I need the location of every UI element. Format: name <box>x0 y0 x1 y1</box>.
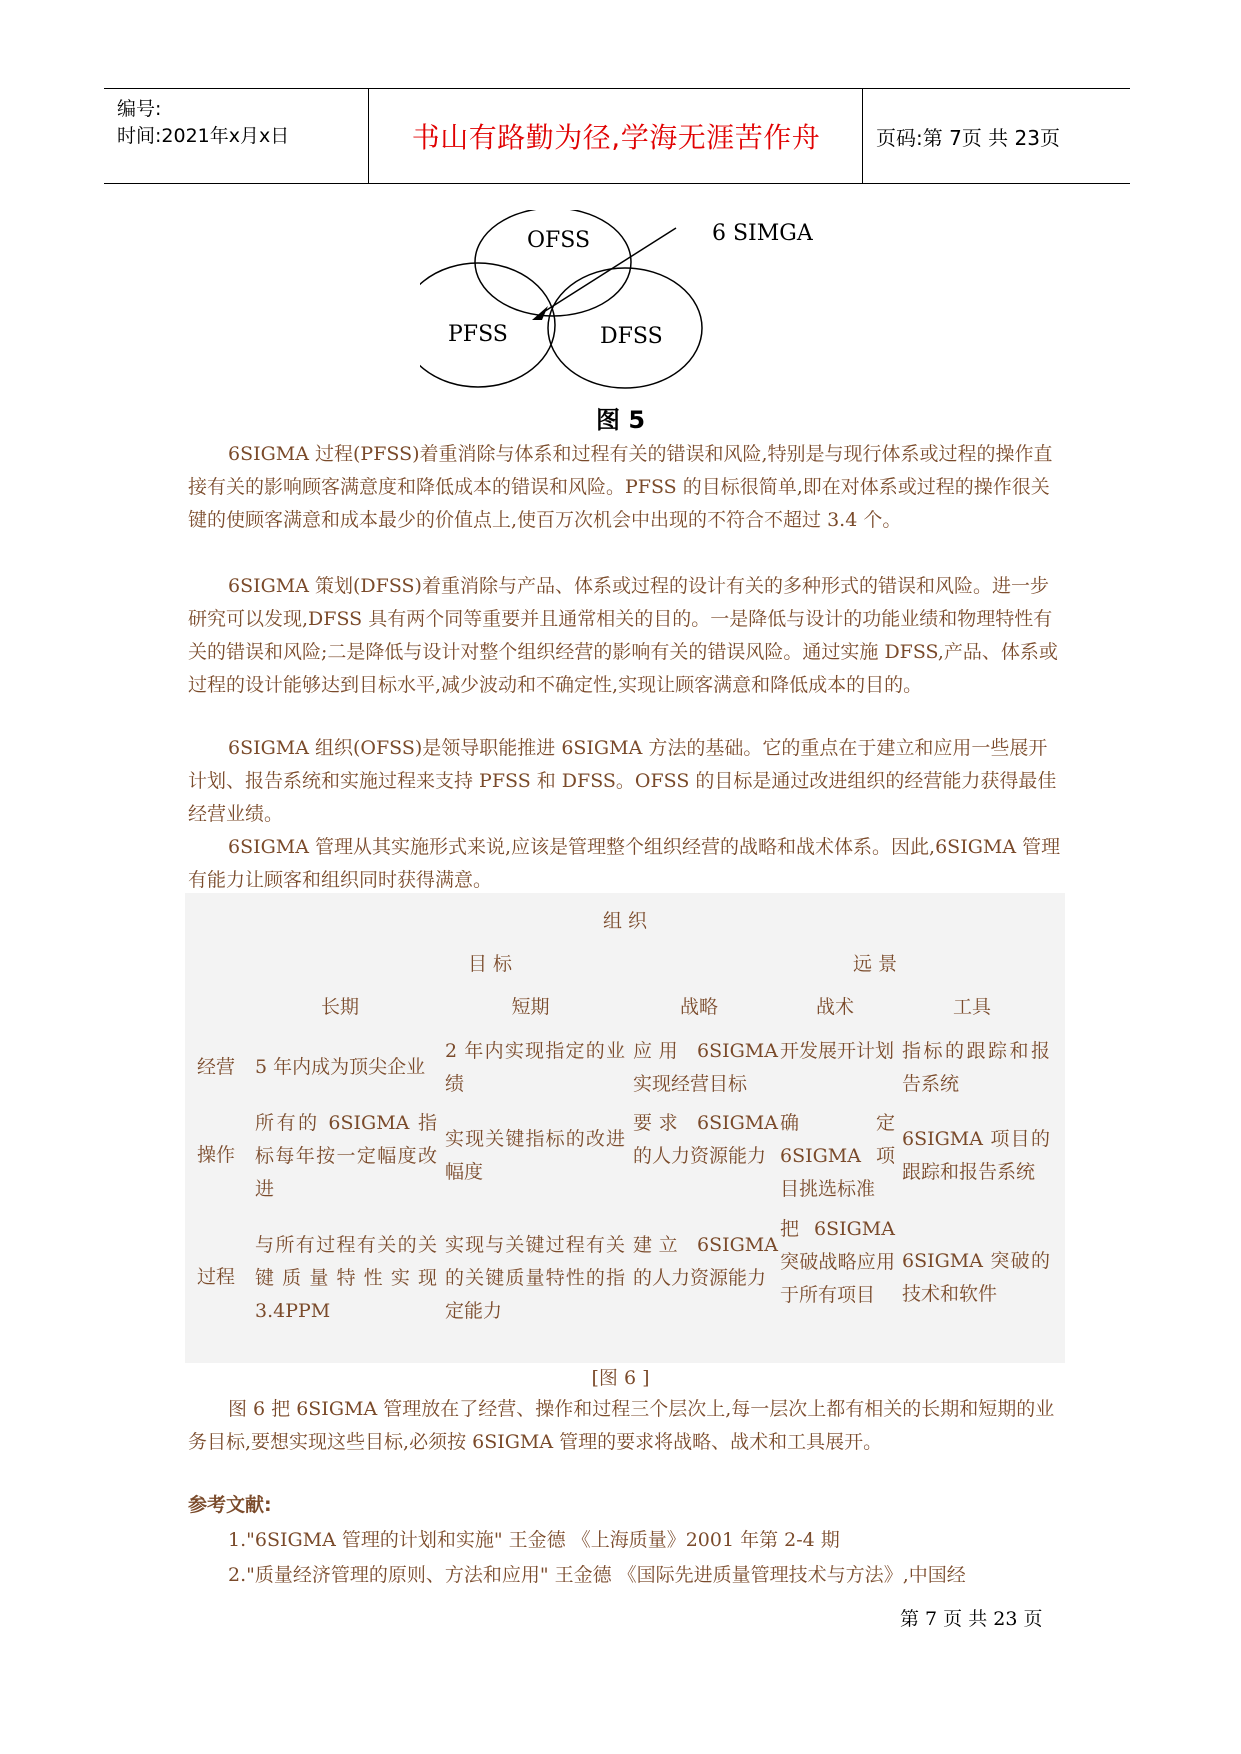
ofss-circle <box>475 210 631 316</box>
table-cell: 确定 6SIGMA 项目挑选标准 <box>780 1112 895 1200</box>
header-meta <box>104 89 369 183</box>
row-label-business: 经营 <box>197 1056 236 1078</box>
col-header-short-term: 短期 <box>511 996 550 1018</box>
references-heading: 参考文献: <box>188 1494 272 1516</box>
table-title: 组 织 <box>602 910 648 932</box>
header-motto: 书山有路勤为径,学海无涯苦作舟 <box>370 89 863 183</box>
figure5-caption: 图 5 <box>595 406 646 434</box>
six-sigma-label: 6 SIMGA <box>712 221 813 246</box>
table-cell: 把 6SIGMA 突破战略应用于所有项目 <box>780 1218 895 1306</box>
reference-item: 1."6SIGMA 管理的计划和实施" 王金德 《上海质量》2001 年第 2-4 期 <box>228 1529 840 1551</box>
paragraph-dfss: 6SIGMA 策划(DFSS)着重消除与产品、体系或过程的设计有关的多种形式的错误和风险。进一步研究可以发现,DFSS 具有两个同等重要并且通常相关的目的。一是降低与设计的功能业绩和物理特性有关的错误和风险;二是降低与设计对整个组织经营的影响有关的错误风险。通过实施 DFSS,产品、体系或过程的设计能够达到目标水平,减少波动和不确定性,实现让顾客满意和降低成本的目的。 <box>188 575 1058 696</box>
organization-table <box>185 893 1065 1363</box>
number-label: 编号: <box>117 98 162 120</box>
col-header-tools: 工具 <box>952 996 991 1018</box>
paragraph-ofss: 6SIGMA 组织(OFSS)是领导职能推进 6SIGMA 方法的基础。它的重点在于建立和应用一些展开计划、报告系统和实施过程来支持 PFSS 和 DFSS。OFSS 的目标是通过改进组织的经营能力获得最佳经营业绩。 <box>188 737 1057 825</box>
page-header <box>104 88 1130 184</box>
pointer-arrowhead <box>532 306 548 320</box>
table-cell: 所有的 6SIGMA 指标每年按一定幅度改进 <box>255 1112 437 1200</box>
table-cell: 应用 6SIGMA 实现经营目标 <box>633 1040 778 1095</box>
time-label: 时间:2021年x月x日 <box>117 125 290 147</box>
paragraph-closing: 图 6 把 6SIGMA 管理放在了经营、操作和过程三个层次上,每一层次上都有相关的长期和短期的业务目标,要想实现这些目标,必须按 6SIGMA 管理的要求将战略、战术和工具展开。 <box>188 1398 1055 1453</box>
table-cell: 6SIGMA 突破的技术和软件 <box>902 1250 1050 1305</box>
table-cell: 建立 6SIGMA 的人力资源能力 <box>633 1234 778 1289</box>
figure6-caption: [图 6 ] <box>591 1367 650 1389</box>
pfss-label: PFSS <box>448 322 508 347</box>
table-cell: 实现关键指标的改进幅度 <box>445 1128 625 1183</box>
table-cell: 6SIGMA 项目的跟踪和报告系统 <box>902 1128 1050 1183</box>
page-footer: 第 7 页 共 23 页 <box>900 1608 1043 1630</box>
paragraph-pfss: 6SIGMA 过程(PFSS)着重消除与体系和过程有关的错误和风险,特别是与现行体系或过程的操作直接有关的影响顾客满意度和降低成本的错误和风险。PFSS 的目标很简单,即在对体系或过程的操作很关键的使顾客满意和成本最少的价值点上,使百万次机会中出现的不符合不超过 3.4 个。 <box>188 443 1053 531</box>
header-page-info: 页码:第 7页 共 23页 <box>876 125 1060 150</box>
table-cell: 实现与关键过程有关的关键质量特性的指定能力 <box>445 1234 625 1322</box>
table-group-vision: 远 景 <box>852 953 898 975</box>
table-cell: 要求 6SIGMA 的人力资源能力 <box>633 1112 778 1167</box>
col-header-tactics: 战术 <box>815 996 854 1018</box>
venn-diagram <box>420 210 840 390</box>
table-group-goal: 目 标 <box>467 953 513 975</box>
table-cell: 5 年内成为顶尖企业 <box>255 1056 426 1078</box>
col-header-strategy: 战略 <box>679 996 718 1018</box>
ofss-label: OFSS <box>527 228 591 253</box>
dfss-label: DFSS <box>600 324 663 349</box>
reference-item: 2."质量经济管理的原则、方法和应用" 王金德 《国际先进质量管理技术与方法》,中国经 <box>228 1564 966 1586</box>
table-cell: 与所有过程有关的关键质量特性实现 3.4PPM <box>255 1234 437 1322</box>
row-label-process: 过程 <box>197 1266 236 1288</box>
col-header-long-term: 长期 <box>320 996 359 1018</box>
row-label-operation: 操作 <box>197 1144 236 1166</box>
table-cell: 2 年内实现指定的业绩 <box>445 1040 625 1095</box>
table-cell: 开发展开计划 <box>780 1040 895 1062</box>
paragraph-management: 6SIGMA 管理从其实施形式来说,应该是管理整个组织经营的战略和战术体系。因此,6SIGMA 管理有能力让顾客和组织同时获得满意。 <box>188 836 1061 891</box>
table-cell: 指标的跟踪和报告系统 <box>902 1040 1050 1095</box>
